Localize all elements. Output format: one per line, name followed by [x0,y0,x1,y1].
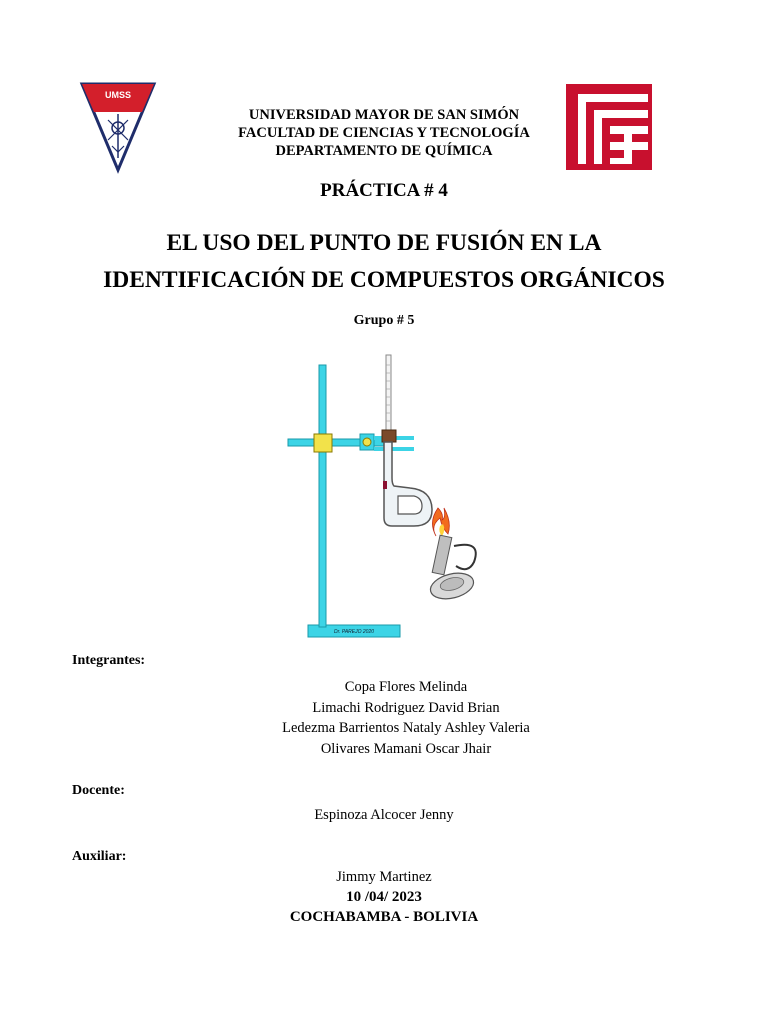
teacher-name: Espinoza Alcocer Jenny [314,807,454,823]
bunsen-burner [432,535,452,575]
group-number: Grupo # 5 [353,313,415,328]
cork-stopper [382,430,396,442]
practice-number: PRÁCTICA # 4 [320,180,448,201]
member-name: Copa Flores Melinda [344,679,468,695]
member-name: Limachi Rodriguez David Brian [312,699,500,716]
document-title [40,225,728,299]
member-name: Ledezma Barrientos Nataly Ashley Valeria [282,720,530,736]
melting-point-apparatus-illustration [280,350,490,645]
document-date: 10 /04/ 2023 [346,889,422,905]
member-name: Olivares Mamani Oscar Jhair [320,740,492,757]
apparatus-signature: Dr. PAREJO 2020 [333,629,375,635]
department-name: DEPARTAMENTO DE QUÍMICA [275,143,493,159]
boss-clamp [314,434,332,452]
members-list [200,677,612,759]
faculty-name: FACULTAD DE CIENCIAS Y TECNOLOGÍA [238,125,530,141]
fcyt-logo [566,84,652,170]
institution-header [180,106,588,160]
umss-logo-text: UMSS [104,90,132,100]
university-name: UNIVERSIDAD MAYOR DE SAN SIMÓN [248,107,520,123]
stand-rod [319,365,326,627]
thermometer [386,355,391,435]
members-label: Integrantes: [72,653,146,668]
title-line-2: IDENTIFICACIÓN DE COMPUESTOS ORGÁNICOS [103,267,665,293]
document-city: COCHABAMBA - BOLIVIA [289,909,479,925]
umss-logo [62,78,174,174]
sample-capillary [383,481,387,489]
teacher-label: Docente: [72,783,125,798]
title-line-1: EL USO DEL PUNTO DE FUSIÓN EN LA [166,230,602,256]
auxiliary-name: Jimmy Martinez [336,869,432,885]
auxiliary-label: Auxiliar: [72,849,127,864]
